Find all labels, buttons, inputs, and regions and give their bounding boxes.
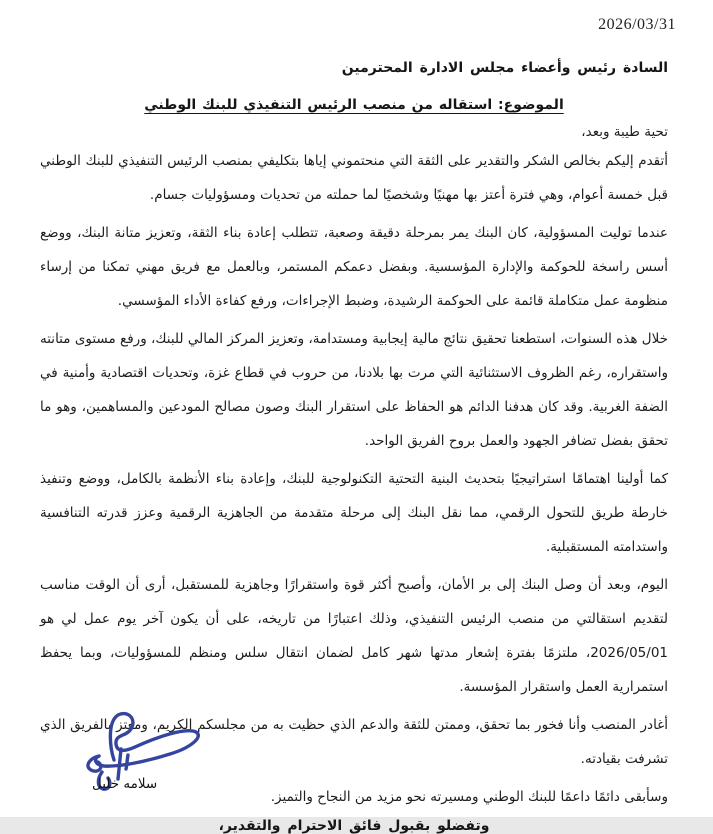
body-paragraph-1: أتقدم إليكم بخالص الشكر والتقدير على الثقة التي منحتموني إياها بتكليفي بمنصب الرئيس التنفيذي للبنك الوطني قبل خمسة أعوام، وهي فترة أعتز بها مهنيًا وشخصيًا لما حملته من تحديات ومسؤوليات جسام.	[40, 153, 668, 203]
letter-date: 2026/03/31	[598, 16, 676, 33]
subject-line: الموضوع: استقاله من منصب الرئيس التنفيذي للبنك الوطني	[144, 97, 564, 113]
body-paragraph-3: خلال هذه السنوات، استطعنا تحقيق نتائج مالية إيجابية ومستدامة، وتعزيز المركز المالي للبنك، ورفع مستوى متانته واستقراره، رغم الظروف الاستثنائية التي مرت بها بلادنا، من حروب في قطاع غزة، وتحديات اقتصادية وأمنية في الضفة الغربية. وقد كان هدفنا الدائم هو الحفاظ على استقرار البنك وصون مصالح المودعين والمساهمين، وهو ما تحقق بفضل تضافر الجهود والعمل بروح الفريق الواحد.	[40, 331, 668, 449]
closing-line: وتفضلو بقبول فائق الاحترام والتقدير،	[218, 818, 490, 834]
signer-name: سلامه خليل	[92, 776, 158, 792]
greeting-line: تحية طيبة وبعد،	[581, 124, 668, 140]
signature-block	[72, 706, 222, 806]
body-paragraph-7: وسأبقى دائمًا داعمًا للبنك الوطني ومسيرته نحو مزيد من النجاح والتميز.	[270, 789, 668, 805]
body-paragraph-2: عندما توليت المسؤولية، كان البنك يمر بمرحلة دقيقة وصعبة، تتطلب إعادة بناء الثقة، وتعزيز متانة البنك، ووضع أسس راسخة للحوكمة والإدارة المؤسسية. وبفضل دعمكم المستمر، وبالعمل مع فريق مهني تمكنا من إرساء منظومة عمل متكاملة قائمة على الحوكمة الرشيدة، وضبط الإجراءات، ورفع كفاءة الأداء المؤسسي.	[40, 225, 668, 309]
body-paragraph-5: اليوم، وبعد أن وصل البنك إلى بر الأمان، وأصبح أكثر قوة واستقرارًا وجاهزية للمستقبل، أرى أن الوقت مناسب لتقديم استقالتي من منصب الرئيس التنفيذي، وذلك اعتبارًا من تاريخه، على أن يكون آخر يوم عمل لي هو 2026/05/01، ملتزمًا بفترة إشعار مدتها شهر كامل لضمان انتقال سلس ومنظم للمسؤوليات، وبما يحفظ استمرارية العمل واستقرار المؤسسة.	[40, 577, 668, 695]
recipient-line: السادة رئيس وأعضاء مجلس الادارة المحترمين	[341, 60, 668, 76]
body-paragraph-4: كما أولينا اهتمامًا استراتيجيًا بتحديث البنية التحتية التكنولوجية للبنك، وإعادة بناء الأنظمة بالكامل، ووضع وتنفيذ خارطة طريق للتحول الرقمي، مما نقل البنك إلى مرحلة متقدمة من الجاهزية الرقمية وعزز قدرته التنافسية واستدامته المستقبلية.	[40, 471, 668, 555]
body-paragraph-6: أغادر المنصب وأنا فخور بما تحقق، وممتن للثقة والدعم الذي حظيت به من مجلسكم الكريم، ومعتز بالفريق الذي تشرفت بقيادته.	[40, 717, 668, 767]
